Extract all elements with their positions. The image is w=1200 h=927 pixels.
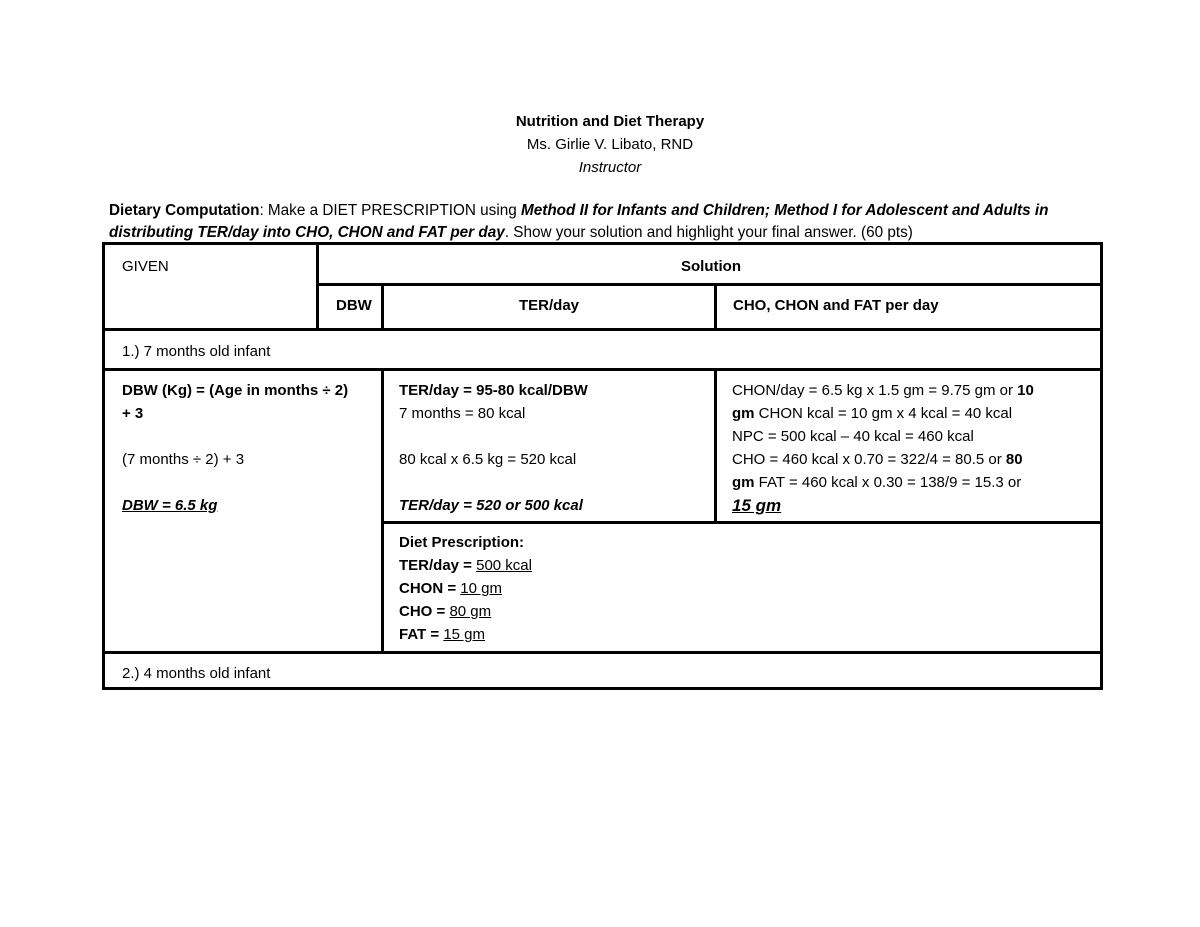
macro-line-3: NPC = 500 kcal – 40 kcal = 460 kcal: [732, 428, 974, 445]
instructor-role: Instructor: [578, 159, 642, 176]
instructions-text-2: . Show your solution and highlight your final answer. (60 pts): [504, 224, 913, 241]
header-macros: CHO, CHON and FAT per day: [733, 297, 939, 314]
rule: [316, 283, 1103, 286]
instructions-label: Dietary Computation: [109, 202, 260, 219]
instructor-name: Ms. Girlie V. Libato, RND: [526, 136, 694, 153]
macro-line-5: gm FAT = 460 kcal x 0.30 = 138/9 = 15.3 or: [732, 474, 1022, 491]
macro-computation: [732, 379, 1102, 517]
header-dbw: DBW: [336, 297, 372, 314]
prescription-chon: CHON = 10 gm: [399, 580, 502, 597]
prescription-title: Diet Prescription:: [399, 534, 525, 551]
diet-prescription: [399, 531, 799, 646]
dbw-computation: [122, 379, 372, 517]
ter-line-2: 7 months = 80 kcal: [399, 405, 526, 422]
course-title: Nutrition and Diet Therapy: [515, 113, 705, 130]
instructions-text-1: : Make a DIET PRESCRIPTION using: [259, 202, 521, 219]
header-ter-day: TER/day: [518, 297, 579, 314]
ter-computation: [399, 379, 709, 517]
document-header: [0, 110, 1200, 179]
ter-line-1: TER/day = 95-80 kcal/DBW: [399, 382, 588, 399]
dbw-formula-line-2: + 3: [122, 405, 144, 422]
rule: [105, 328, 1103, 331]
fat-result: 15 gm: [732, 496, 782, 515]
problem-1-label: 1.) 7 months old infant: [122, 343, 271, 360]
header-given: GIVEN: [122, 258, 169, 275]
macro-line-2: gm CHON kcal = 10 gm x 4 kcal = 40 kcal: [732, 405, 1013, 422]
rule: [381, 368, 384, 654]
dbw-formula-line-1: DBW (Kg) = (Age in months ÷ 2): [122, 382, 349, 399]
dbw-result: DBW = 6.5 kg: [122, 497, 218, 514]
header-solution: Solution: [681, 258, 741, 275]
rule: [714, 368, 717, 524]
prescription-fat: FAT = 15 gm: [399, 626, 486, 643]
instructions-method: Method II for Infants and Children; Method I for Adolescent and Adults in distributing TER/day into CHO, CHON and FAT per day: [109, 202, 1049, 241]
problem-2-label: 2.) 4 months old infant: [122, 665, 271, 682]
computation-table: [102, 242, 1103, 690]
macro-line-4: CHO = 460 kcal x 0.70 = 322/4 = 80.5 or 80: [732, 451, 1023, 468]
rule: [105, 651, 1103, 654]
ter-line-3: 80 kcal x 6.5 kg = 520 kcal: [399, 451, 577, 468]
rule: [381, 521, 1103, 524]
ter-result: TER/day = 520 or 500 kcal: [399, 497, 583, 514]
rule: [714, 283, 717, 331]
prescription-ter: TER/day = 500 kcal: [399, 557, 532, 574]
dbw-calculation: (7 months ÷ 2) + 3: [122, 451, 245, 468]
macro-line-1: CHON/day = 6.5 kg x 1.5 gm = 9.75 gm or 10: [732, 382, 1034, 399]
instructions: [109, 200, 1109, 244]
prescription-cho: CHO = 80 gm: [399, 603, 492, 620]
rule: [105, 368, 1103, 371]
